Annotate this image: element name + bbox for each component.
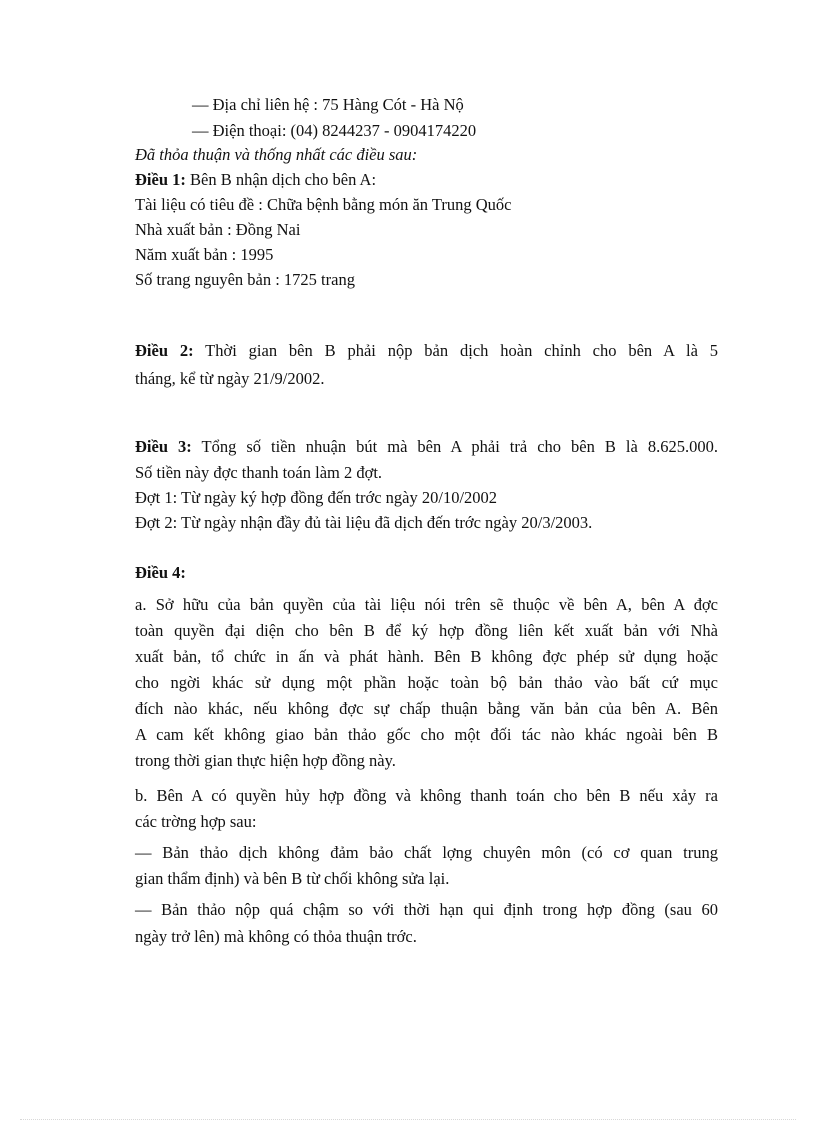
article1-heading: Điều 1:: [135, 170, 186, 189]
article4-a-line: xuất bản, tổ chức in ấn và phát hành. Bên B không đợc phép sử dụng hoặc: [135, 647, 718, 666]
article1-pages: Số trang nguyên bản : 1725 trang: [135, 270, 355, 289]
article3-heading: Điều 3:: [135, 437, 192, 456]
article1-text: Bên B nhận dịch cho bên A:: [185, 170, 377, 189]
article1-title: Tài liệu có tiêu đề : Chữa bệnh bằng món ăn Trung Quốc: [135, 195, 512, 214]
article1-line: [135, 168, 376, 192]
contact-phone: — Điện thoại: (04) 8244237 - 0904174220: [192, 121, 477, 140]
article4-b-line: b. Bên A có quyền hủy hợp đồng và không thanh toán cho bên B nếu xảy ra: [135, 786, 718, 805]
contact-address: — Địa chỉ liên hệ : 75 Hàng Cót - Hà Nộ: [192, 95, 464, 114]
article4-case1-line: — Bản thảo dịch không đảm bảo chất lợng chuyên môn (có cơ quan trung: [135, 843, 718, 862]
article4-case1-line: gian thẩm định) và bên B từ chối không sửa lại.: [135, 869, 450, 888]
page-bottom-divider: [20, 1119, 796, 1120]
article4-case2-line: ngày trở lên) mà không có thỏa thuận trớc.: [135, 927, 417, 946]
article1-year: Năm xuất bản : 1995: [135, 245, 274, 264]
article4-a-line: đích nào khác, nếu không đợc sự chấp thuận bằng văn bản của bên A. Bên: [135, 699, 718, 718]
article4-a-line: toàn quyền đại diện cho bên B để ký hợp đồng liên kết xuất bản với Nhà: [135, 621, 718, 640]
article3-line3: Đợt 1: Từ ngày ký hợp đồng đến trớc ngày 20/10/2002: [135, 488, 498, 507]
article4-case2-line: — Bản thảo nộp quá chậm so với thời hạn qui định trong hợp đồng (sau 60: [135, 900, 718, 919]
article3-line4: Đợt 2: Từ ngày nhận đầy đủ tài liệu đã dịch đến trớc ngày 20/3/2003.: [135, 513, 593, 532]
article4-b-line: các trờng hợp sau:: [135, 812, 257, 831]
article4-a-line: cho ngời khác sử dụng một phần hoặc toàn bộ bản thảo vào bất cứ mục: [135, 673, 718, 692]
article1-publisher: Nhà xuất bản : Đồng Nai: [135, 220, 301, 239]
article2-heading: Điều 2:: [135, 341, 194, 360]
agreement-intro: Đã thỏa thuận và thống nhất các điều sau:: [135, 145, 418, 164]
article3-line1: Điều 3: Tổng số tiền nhuận bút mà bên A phải trả cho bên B là 8.625.000.: [135, 437, 718, 456]
article2-line2: tháng, kể từ ngày 21/9/2002.: [135, 369, 325, 388]
article4-heading: Điều 4:: [135, 563, 186, 582]
article3-line2: Số tiền này đợc thanh toán làm 2 đợt.: [135, 463, 383, 482]
article2-line1: Điều 2: Thời gian bên B phải nộp bản dịch hoàn chỉnh cho bên A là 5: [135, 341, 718, 360]
article4-a-line: a. Sở hữu của bản quyền của tài liệu nói trên sẽ thuộc về bên A, bên A đợc: [135, 595, 718, 614]
article4-a-line: trong thời gian thực hiện hợp đồng này.: [135, 751, 396, 770]
article4-a-line: A cam kết không giao bản thảo gốc cho một đối tác nào khác ngoài bên B: [135, 725, 718, 744]
